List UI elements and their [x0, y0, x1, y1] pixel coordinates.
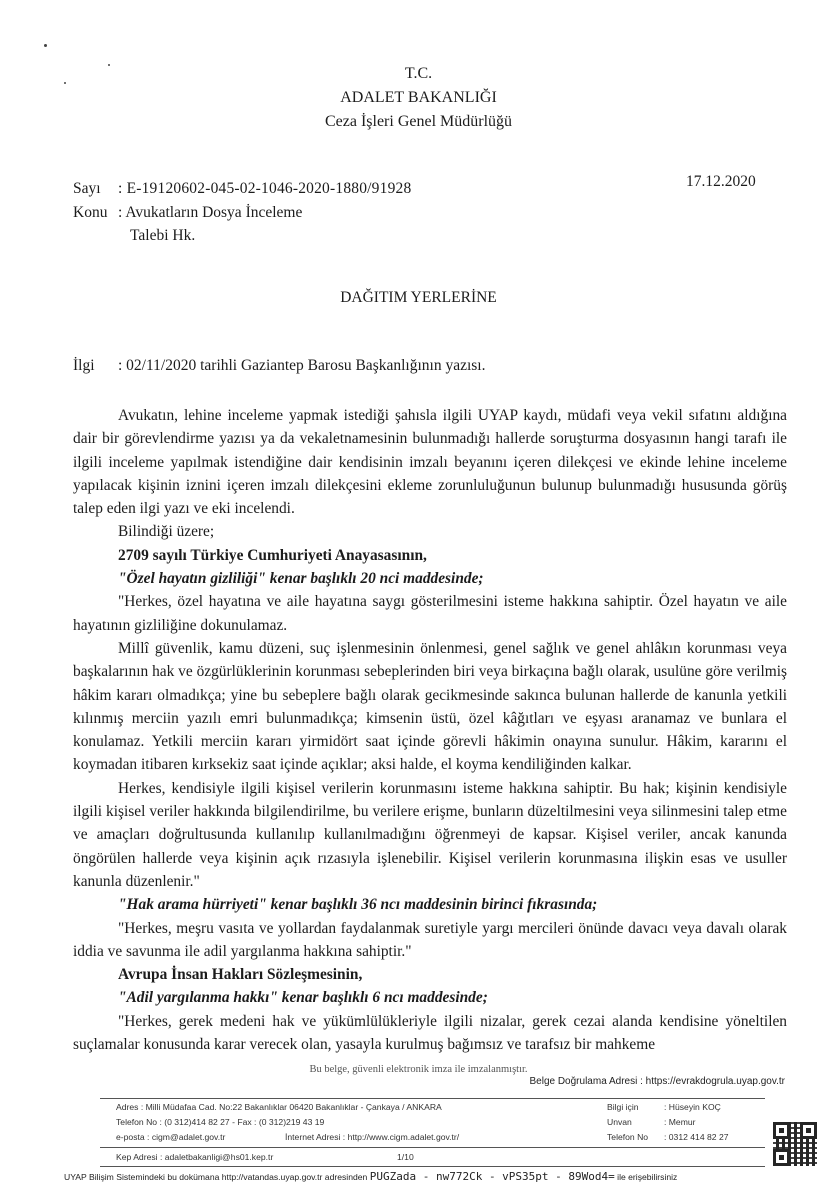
unvan-label: Unvan [607, 1117, 632, 1127]
tel-value: : 0312 414 82 27 [664, 1132, 729, 1142]
recipient-heading: DAĞITIM YERLERİNE [340, 289, 497, 306]
heading-article-36: "Hak arama hürriyeti" kenar başlıklı 36 ncı maddesinin birinci fıkrasında; [118, 896, 598, 914]
qr-code-icon [773, 1122, 817, 1166]
letter-body [73, 404, 787, 1056]
header-country: T.C. [404, 65, 433, 82]
bilgi-label: Bilgi için [607, 1102, 639, 1112]
uyap-suffix: ile erişebilirsiniz [617, 1172, 678, 1182]
uyap-access-line [64, 1170, 677, 1183]
paragraph-article-20-c: Herkes, kendisiyle ilgili kişisel verilerin korunmasını isteme hakkına sahiptir. Bu hak; kişinin kendisiyle ilgili kişisel veriler hakkında bilgilendirilme, bu verilere erişme, bunların düzeltilmesini veya silinmesini talep etme ve amaçları doğrultusunda kullanılıp kullanılmadığını öğrenmeyi de kapsar. Kişisel veriler, ancak kanunda öngörülen hallerde veya kişinin açık rızasıyla işlenebilir. Kişisel verilerin korunmasına ilişkin esas ve usuller kanunla düzenlenir." [73, 779, 787, 890]
footer-top-rule [100, 1098, 765, 1099]
footer-email: e-posta : cigm@adalet.gov.tr [116, 1132, 226, 1142]
paragraph-article-20-b: Millî güvenlik, kamu düzeni, suç işlenmesinin önlenmesi, genel sağlık ve genel ahlâkın korunması veya başkalarının hak ve özgürlüklerinin korunması sebeplerinden biri veya birkaçına bağlı olarak, usulüne göre verilmiş hâkim kararı olmadıkça; yine bu sebeplere bağlı olarak gecikmesinde sakınca bulunan hallerde de kanunla yetkili kılınmış merciin yazılı emri bulunmadıkça; kimsenin üstü, özel kâğıtları ve eşyası aranamaz ve bunlara el konulamaz. Yetkili merciin kararı yirmidört saat içinde görevli hâkimin onayına sunulur. Hâkim, kararını el koymadan itibaren kırksekiz saat içinde açıklar; aksi halde, el koyma kendiliğinden kalkar. [73, 639, 787, 774]
paragraph-article-36: "Herkes, meşru vasıta ve yollardan faydalanmak suretiyle yargı mercileri önünde davacı veya davalı olarak iddia ve savunma ile adil yargılanma hakkına sahiptir." [73, 919, 787, 960]
sayi-label: Sayı [73, 180, 101, 197]
uyap-prefix: UYAP Bilişim Sistemindeki bu dokümana http://vatandas.uyap.gov.tr adresinden [64, 1172, 368, 1182]
heading-echr: Avrupa İnsan Hakları Sözleşmesinin, [118, 966, 363, 984]
ilgi-value: : 02/11/2020 tarihli Gaziantep Barosu Başkanlığının yazısı. [118, 357, 486, 374]
ilgi-label: İlgi [73, 357, 95, 374]
footer-mid-rule [100, 1147, 765, 1148]
footer-bottom-rule [100, 1166, 765, 1167]
footer-internet: İnternet Adresi : http://www.cigm.adalet.gov.tr/ [285, 1132, 460, 1142]
konu-value-cont: Talebi Hk. [130, 227, 196, 244]
konu-value: : Avukatların Dosya İnceleme [118, 204, 303, 221]
paragraph-article-6: "Herkes, gerek medeni hak ve yükümlülükleriyle ilgili nizalar, gerek cezai alanda kendisine yöneltilen suçlamalar konusunda karar verecek olan, yasayla kurulmuş bağımsız ve tarafsız bir mahkeme [73, 1012, 787, 1054]
footer-kep: Kep Adresi : adaletbakanligi@hs01.kep.tr [116, 1152, 274, 1162]
paragraph-bilindigi: Bilindiği üzere; [118, 523, 215, 541]
footer-phone: Telefon No : (0 312)414 82 27 - Fax : (0 312)219 43 19 [116, 1117, 325, 1127]
page-number: 1/10 [397, 1152, 414, 1162]
bilgi-value: : Hüseyin KOÇ [664, 1102, 721, 1112]
header-ministry: ADALET BAKANLIĞI [340, 89, 497, 106]
sayi-value: : E-19120602-045-02-1046-2020-1880/91928 [118, 180, 412, 197]
verification-address: Belge Doğrulama Adresi : https://evrakdogrula.uyap.gov.tr [529, 1076, 785, 1087]
document-date: 17.12.2020 [686, 173, 756, 190]
unvan-value: : Memur [664, 1117, 696, 1127]
heading-article-20: "Özel hayatın gizliliği" kenar başlıklı 20 nci maddesinde; [118, 570, 484, 588]
tel-label: Telefon No [607, 1132, 649, 1142]
konu-label: Konu [73, 204, 108, 221]
uyap-access-code: PUGZada - nw772Ck - vPS35pt - 89Wod4= [369, 1170, 615, 1183]
heading-constitution: 2709 sayılı Türkiye Cumhuriyeti Anayasasının, [118, 546, 427, 564]
header-directorate: Ceza İşleri Genel Müdürlüğü [324, 113, 513, 130]
scan-speck [44, 44, 47, 47]
e-signature-note: Bu belge, güvenli elektronik imza ile imzalanmıştır. [309, 1064, 528, 1075]
heading-article-6: "Adil yargılanma hakkı" kenar başlıklı 6 ncı maddesinde; [118, 989, 488, 1007]
paragraph-article-20-a: "Herkes, özel hayatına ve aile hayatına saygı gösterilmesini isteme hakkına sahiptir. Özel hayatın ve aile hayatının gizliliğine dokunulamaz. [73, 593, 787, 634]
paragraph-1: Avukatın, lehine inceleme yapmak istediği şahısla ilgili UYAP kaydı, müdafi veya vekil sıfatını aldığına dair bir görevlendirme yazısı ya da vekaletnamesinin bulunmadığı hallerde soruşturma dosyasının hangi tarafı ile ilgili inceleme yapılmak istendiğine dair kendisinin imzalı beyanını içeren dilekçesi ve ekinde lehine inceleme yapılacak kişinin iznini içeren imzalı dilekçesini ekleme zorunluluğunun bulunup bulunmadığı hususunda görüş talep eden ilgi yazı ve eki incelendi. [73, 407, 787, 518]
footer-address: Adres : Milli Müdafaa Cad. No:22 Bakanlıklar 06420 Bakanlıklar - Çankaya / ANKARA [116, 1102, 442, 1112]
